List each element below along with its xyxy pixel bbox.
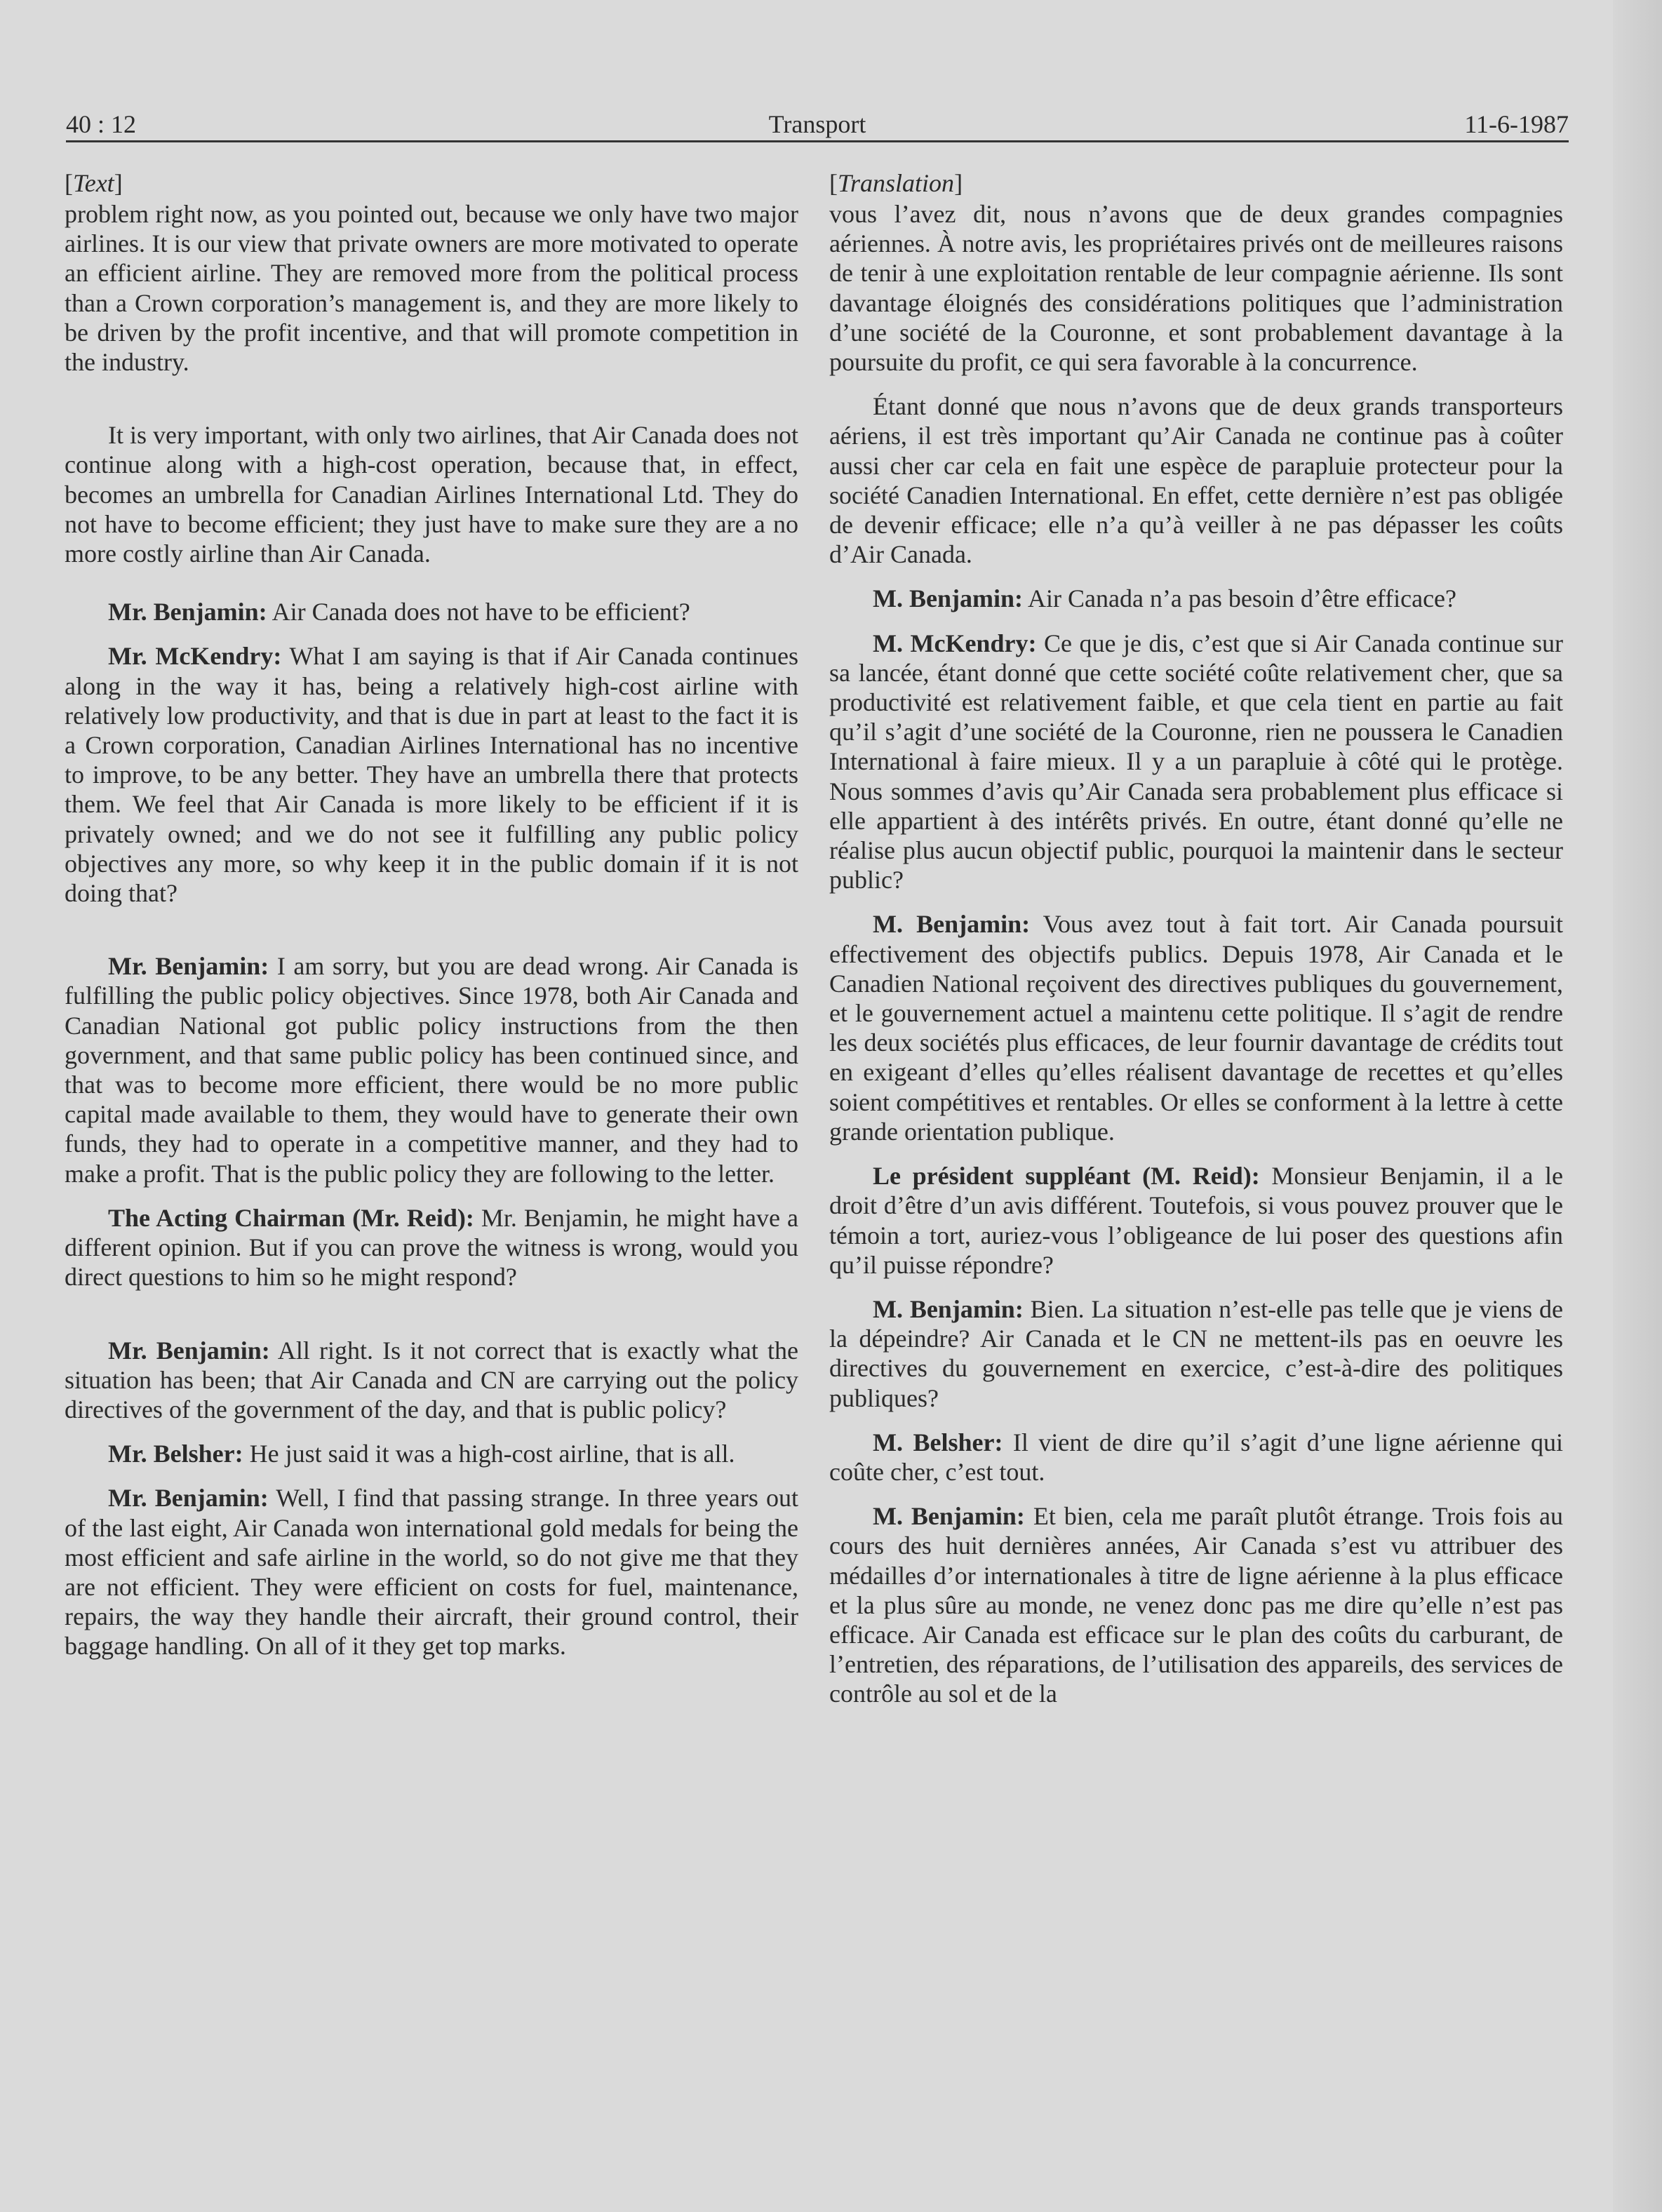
column-label: [Text] [65, 169, 123, 197]
paragraph [65, 951, 798, 1188]
paragraph-text: Bien. La situation n’est-elle pas telle que je viens de la dépeindre? Air Canada et le CN ne mettent-ils pas en oeuvre les directives du gouvernement en exercice, c’est-à-dire des politiques publiques? [829, 1294, 1564, 1412]
speaker-name: Mr. Benjamin: [108, 1484, 269, 1513]
right-column [829, 167, 1563, 1724]
left-column [65, 167, 798, 1676]
paragraph [829, 584, 1563, 613]
paragraph [65, 1483, 798, 1661]
paragraph [65, 1203, 798, 1292]
paragraph-text: Air Canada n’a pas besoin d’être efficace? [1028, 584, 1457, 613]
paragraph [829, 1161, 1563, 1280]
speaker-name: M. Benjamin: [873, 1502, 1025, 1531]
speaker-name: The Acting Chairman (Mr. Reid): [108, 1203, 474, 1232]
paragraph [829, 909, 1563, 1146]
paragraph-text: Ce que je dis, c’est que si Air Canada continue sur sa lancée, étant donné que cette société coûte relativement cher, que sa productivité est relativement faible, et que cela tient en partie au fait qu’il s’agit d’une société de la Couronne, rien ne poussera le Canadien International à faire mieux. Il y a un parapluie à côté qui le protège. Nous sommes d’avis qu’Air Canada sera probablement plus efficace si elle appartient à des intérêts privés. En outre, étant donné qu’elle ne réalise plus aucun objectif public, pourquoi la maintenir dans le secteur public? [829, 629, 1563, 894]
page-edge-shadow [1613, 0, 1662, 2212]
paragraph-text: All right. Is it not correct that is exactly what the situation has been; that Air Canada and CN are carrying out the policy directives of the government of the day, and that is public policy? [65, 1336, 798, 1423]
paragraph-text: What I am saying is that if Air Canada continues along in the way it has, being a relatively high-cost airline with relatively low productivity, and that is due in part at least to the fact it is a Crown corporation, Canadian Airlines International has no incentive to improve, to be any better. They have an umbrella there that protects them. We feel that Air Canada is more likely to be efficient if it is privately owned; and we do not see it fulfilling any public policy objectives any more, so why keep it in the public domain if it is not doing that? [65, 642, 799, 908]
paragraph-text: Monsieur Benjamin, il a le droit d’être d’un avis différent. Toutefois, si vous pouvez prouver que le témoin a tort, auriez-vous l’obligeance de lui poser des questions afin qu’il puisse répondre? [829, 1162, 1564, 1279]
paragraph-text: Étant donné que nous n’avons que de deux grands transporteurs aériens, il est très important qu’Air Canada ne continue pas à coûter aussi cher car cela en fait une espèce de parapluie protecteur pour la société Canadien International. En effet, cette dernière n’est pas obligée de devenir efficace; elle n’a qu’à veiller à ne pas dépasser les coûts d’Air Canada. [829, 392, 1563, 569]
paragraph [65, 199, 798, 377]
paragraph-text: Vous avez tout à fait tort. Air Canada poursuit effectivement des objectifs publics. Depuis 1978, Air Canada et le Canadien National reçoivent des directives publiques du gouvernement, et le gouvernement actuel a maintenu cette politique. Il s’agit de rendre les deux sociétés plus efficaces, de leur fournir davantage de crédits tout en exigeant d’elles qu’elles réalisent davantage de recettes et qu’elles soient compétitives et rentables. Or elles se conforment à la lettre à cette grande orientation publique. [829, 910, 1563, 1146]
speaker-name: M. Benjamin: [873, 584, 1023, 613]
speaker-name: M. Belsher: [873, 1428, 1003, 1456]
speaker-name: Le président suppléant (M. Reid): [873, 1162, 1260, 1191]
paragraph-text: problem right now, as you pointed out, because we only have two major airlines. It is our view that private owners are more motivated to operate an efficient airline. They are removed more from the political process than a Crown corporation’s management is, and they are more likely to be driven by the profit incentive, and that will promote competition in the industry. [65, 200, 798, 377]
speaker-name: M. Benjamin: [873, 910, 1031, 939]
paragraph [829, 1501, 1563, 1708]
paragraph-text: It is very important, with only two airlines, that Air Canada does not continue along with a high-cost operation, because that, in effect, becomes an umbrella for Canadian Airlines International Ltd. They do not have to become efficient; they just have to make sure they are a no more costly airline than Air Canada. [65, 421, 798, 568]
page-date: 11-6-1987 [1464, 110, 1569, 138]
paragraph [829, 391, 1563, 569]
paragraph-text: Il vient de dire qu’il s’agit d’une ligne aérienne qui coûte cher, c’est tout. [829, 1428, 1564, 1486]
paragraph [65, 641, 798, 908]
paragraph-text: He just said it was a high-cost airline, that is all. [249, 1440, 735, 1468]
paragraph-text: Et bien, cela me paraît plutôt étrange. Trois fois au cours des huit dernières années, Air Canada s’est vu attribuer des médailles d’or internationales à titre de ligne aérienne à la plus efficace et la plus sûre au monde, ne venez donc pas me dire qu’elle n’est pas efficace. Air Canada est efficace sur le plan des coûts du carburant, de l’entretien, des réparations, de l’utilisation des appareils, des services de contrôle au sol et de la [829, 1502, 1564, 1708]
speaker-name: Mr. McKendry: [108, 642, 282, 671]
page-title: Transport [768, 110, 866, 138]
speaker-name: Mr. Benjamin: [108, 1336, 270, 1365]
page-number: 40 : 12 [66, 110, 137, 138]
speaker-name: Mr. Benjamin: [108, 952, 269, 981]
paragraph-text: Air Canada does not have to be efficient? [272, 598, 690, 626]
page-header [66, 107, 1569, 142]
paragraph-text: I am sorry, but you are dead wrong. Air Canada is fulfilling the public policy objectives. Since 1978, both Air Canada and Canadian National got public policy instructions from the then government, and that same public policy has been continued since, and that was to become more efficient, there would be no more public capital made available to them, they would have to generate their own funds, they had to operate in a competitive manner, and they had to make a profit. That is the public policy they are following to the letter. [65, 952, 799, 1188]
paragraph [65, 1336, 798, 1425]
speaker-name: Mr. Belsher: [108, 1440, 243, 1468]
speaker-name: M. Benjamin: [873, 1294, 1024, 1323]
paragraph-text: vous l’avez dit, nous n’avons que de deux grandes compagnies aériennes. À notre avis, les propriétaires privés ont de meilleures raisons de tenir à une exploitation rentable de leur compagnie aérienne. Ils sont davantage éloignés des considérations politiques que l’administration d’une société de la Couronne, et sont probablement davantage à la poursuite du profit, ce qui sera favorable à la concurrence. [829, 200, 1563, 377]
paragraph-text: Well, I find that passing strange. In three years out of the last eight, Air Canada won international gold medals for being the most efficient and safe airline in the world, so do not give me that they are not efficient. They were efficient on costs for fuel, maintenance, repairs, the way they handle their aircraft, their ground control, their baggage handling. On all of it they get top marks. [65, 1484, 799, 1661]
column-label: [Translation] [829, 169, 963, 197]
paragraph [829, 1294, 1563, 1413]
paragraph [65, 597, 798, 626]
paragraph [829, 199, 1563, 377]
paragraph-text: Mr. Benjamin, he might have a different opinion. But if you can prove the witness is wrong, would you direct questions to him so he might respond? [65, 1203, 799, 1292]
paragraph [829, 629, 1563, 895]
paragraph [829, 1428, 1563, 1487]
paragraph [65, 420, 798, 568]
speaker-name: M. McKendry: [873, 629, 1037, 657]
paragraph [65, 1439, 798, 1468]
speaker-name: Mr. Benjamin: [108, 598, 267, 626]
